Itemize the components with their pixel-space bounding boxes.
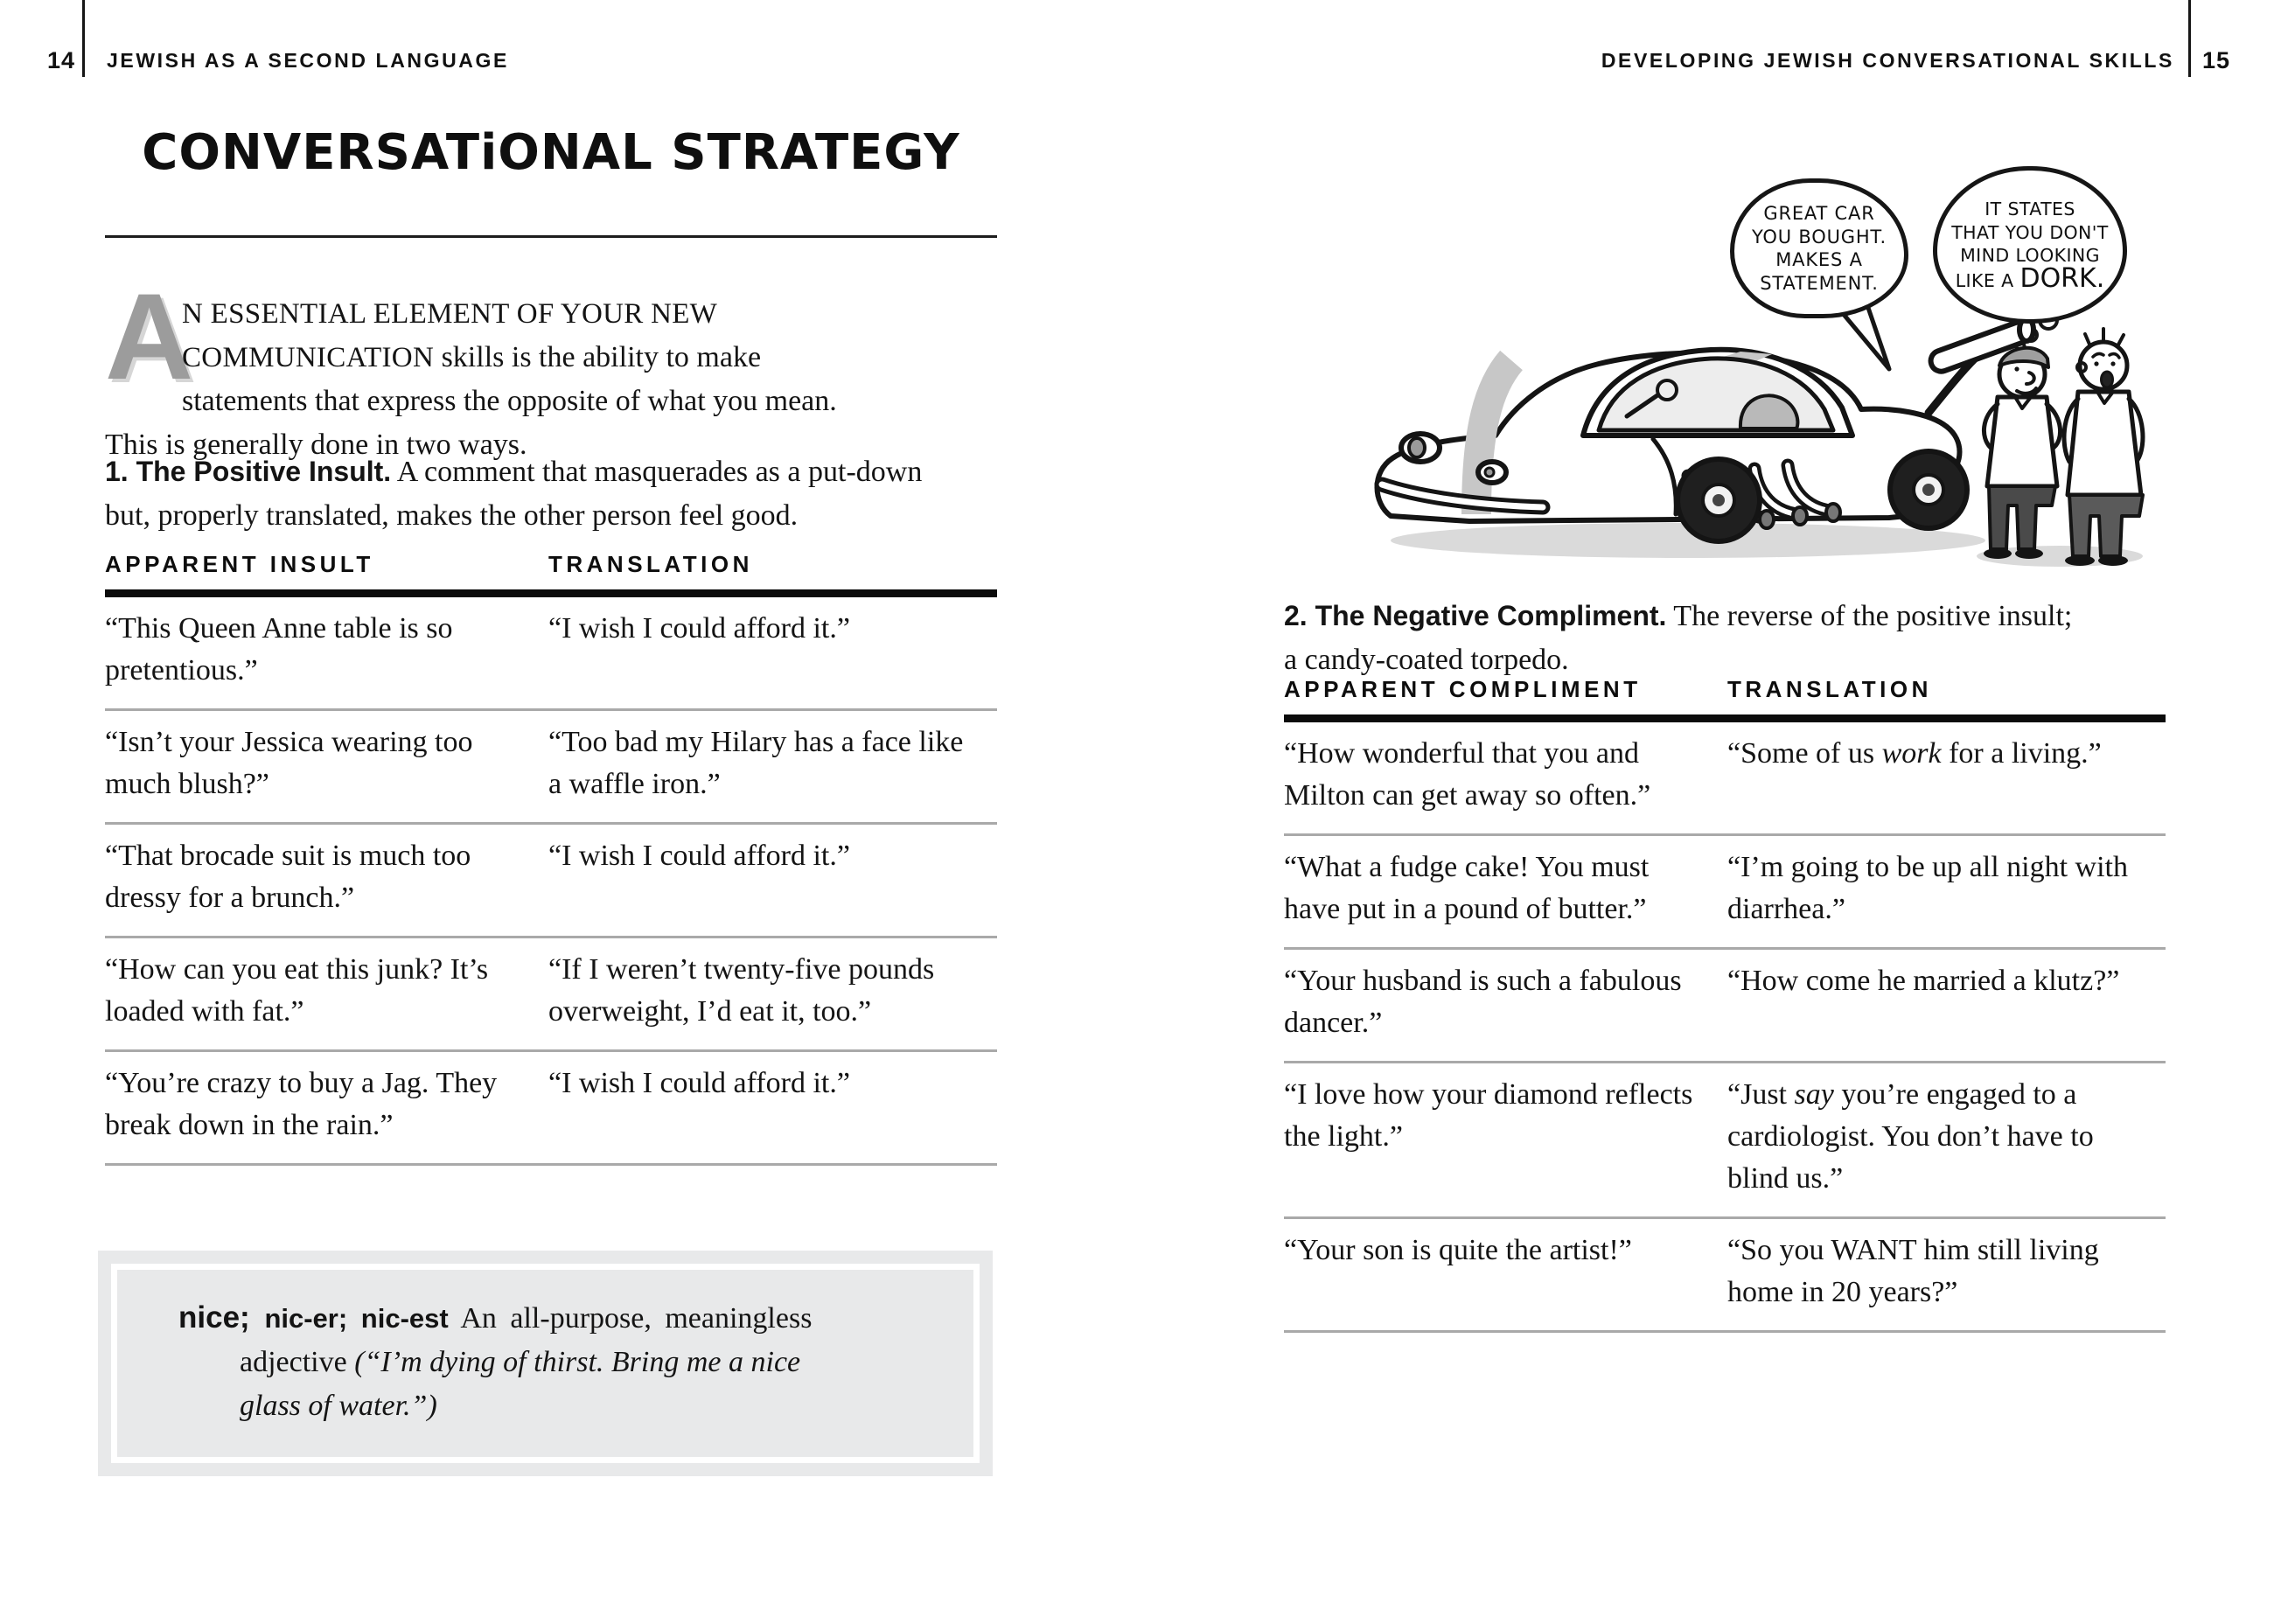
page-number-left: 14 (46, 47, 75, 73)
cell-apparent (105, 721, 548, 805)
text-part: THAT YOU DON'T (1951, 221, 2109, 243)
text-part: “So you WANT him still living home in 20 years?” (1727, 1234, 2099, 1308)
compliment-table (1284, 676, 2166, 1333)
insult-table-header (105, 551, 997, 589)
running-head-right: DEVELOPING JEWISH CONVERSATIONAL SKILLS (1601, 49, 2174, 72)
text-part: MAKES A (1775, 249, 1863, 270)
table-row (1284, 950, 2166, 1063)
point-2-label: 2. The Negative Compliment. (1284, 600, 1667, 631)
text-part: “Your son is quite the artist!” (1284, 1234, 1632, 1266)
table-header-rule (105, 589, 997, 597)
text-part: IT STATES (1985, 199, 2075, 220)
definition-box-text (98, 1296, 966, 1428)
thought-bubble (1933, 166, 2127, 324)
text-part: “How can you eat this junk? It’s loaded with fat.” (105, 953, 489, 1028)
text-part: work (1881, 737, 1942, 770)
text-part: “How wonderful that you and Milton can get away so often.” (1284, 737, 1651, 812)
text-line (1955, 262, 2105, 294)
text-part: “This Queen Anne table is so pretentious.” (105, 612, 453, 687)
text-part: you’re engaged to a cardiologist. You don’t have to blind us.” (1727, 1078, 2094, 1195)
text-part: “That brocade suit is much too dressy for a brunch.” (105, 840, 471, 914)
text-part: DORK. (2019, 262, 2105, 294)
cell-translation (548, 949, 997, 1033)
text-part: LIKE A (1955, 269, 2020, 291)
insult-table-body (105, 597, 997, 1166)
cell-translation (1727, 1074, 2166, 1200)
text-line (1752, 226, 1887, 249)
column-header-translation: TRANSLATION (548, 551, 753, 577)
table-row (1284, 722, 2166, 836)
table-row (105, 711, 997, 825)
cartoon-illustration (1364, 105, 2169, 570)
sports-car (1378, 318, 2034, 541)
page-title: CONVERSATiONAL STRATEGY (142, 123, 960, 181)
text-line (1775, 248, 1863, 272)
running-head-left: JEWISH AS A SECOND LANGUAGE (107, 49, 509, 72)
text-part: “Too bad my Hilary has a face like a waffle iron.” (548, 726, 964, 800)
cell-translation (548, 608, 997, 692)
text-part: “You’re crazy to buy a Jag. They break down in the rain.” (105, 1067, 498, 1141)
text-part: adjective (240, 1346, 355, 1378)
text-part: “I wish I could afford it.” (548, 840, 850, 872)
page-number-right: 15 (2202, 47, 2231, 73)
column-header-translation: TRANSLATION (1727, 676, 1932, 702)
text-part: nice; (178, 1300, 250, 1335)
definition-box (98, 1251, 993, 1476)
table-row (1284, 836, 2166, 950)
cell-translation (1727, 960, 2166, 1044)
text-part: STATEMENT. (1760, 272, 1879, 294)
text-part: say (1794, 1078, 1834, 1111)
text-part: “Just (1727, 1078, 1795, 1111)
cell-apparent (105, 835, 548, 919)
text-line (1763, 202, 1874, 226)
cell-apparent (1284, 1230, 1727, 1314)
intro-lead-caps: N ESSENTIAL ELEMENT OF YOUR NEW COMMUNICATION (182, 298, 717, 373)
point-2-text: The reverse of the positive insult; a candy-coated torpedo. (1284, 600, 2073, 676)
text-part: “I’m going to be up all night with diarrhea.” (1727, 851, 2128, 925)
point-1-text: A comment that masquerades as a put-down but, properly translated, makes the other person feel good. (105, 456, 923, 532)
text-part: glass of water.”) (240, 1390, 437, 1422)
text-part: nic-er; nic-est (264, 1303, 449, 1334)
text-line (240, 1384, 966, 1428)
column-header-apparent-insult: APPARENT INSULT (105, 551, 374, 577)
text-part: “I wish I could afford it.” (548, 612, 850, 645)
text-part: “Isn’t your Jessica wearing too much blush?” (105, 726, 473, 800)
text-line (1951, 221, 2108, 245)
compliment-table-body (1284, 722, 2166, 1333)
table-row (1284, 1219, 2166, 1333)
text-part: “I wish I could afford it.” (548, 1067, 850, 1099)
table-row (105, 1052, 997, 1166)
text-part: “Your husband is such a fabulous dancer.” (1284, 965, 1682, 1039)
cell-apparent (105, 1063, 548, 1147)
table-row (105, 597, 997, 711)
cell-apparent (1284, 847, 1727, 930)
header-rule-left (82, 0, 85, 77)
cell-translation (548, 721, 997, 805)
cell-translation (1727, 1230, 2166, 1314)
text-part: YOU BOUGHT. (1751, 226, 1887, 247)
cell-apparent (105, 608, 548, 692)
cell-apparent (105, 949, 548, 1033)
text-part: “If I weren’t twenty-five pounds overweight, I’d eat it, too.” (548, 953, 935, 1028)
text-line (1760, 272, 1878, 296)
text-line (178, 1296, 966, 1341)
cell-translation (1727, 733, 2166, 817)
man-with-cap (1984, 348, 2061, 559)
text-part: GREAT CAR (1763, 203, 1875, 224)
point-2-paragraph (1284, 594, 2075, 682)
text-part: “I love how your diamond reflects the light.” (1284, 1078, 1693, 1153)
cell-translation (548, 1063, 997, 1147)
title-underline-rule (105, 235, 997, 238)
column-header-apparent-compliment: APPARENT COMPLIMENT (1284, 676, 1642, 702)
intro-paragraph (105, 268, 889, 467)
table-header-rule (1284, 714, 2166, 722)
shocked-man (2064, 329, 2143, 566)
cell-apparent (1284, 1074, 1727, 1200)
compliment-table-header (1284, 676, 2166, 714)
cell-apparent (1284, 733, 1727, 817)
point-1-label: 1. The Positive Insult. (105, 456, 392, 487)
text-part: for a living.” (1941, 737, 2102, 770)
intro-text: skills is the ability to make statements that express the opposite of what you mean. This is generally done in two ways. (105, 341, 837, 461)
text-part: “How come he married a klutz?” (1727, 965, 2120, 997)
cell-translation (1727, 847, 2166, 930)
cell-translation (548, 835, 997, 919)
table-row (1284, 1063, 2166, 1219)
text-part: “What a fudge cake! You must have put in a pound of butter.” (1284, 851, 1650, 925)
insult-table (105, 551, 997, 1166)
text-part: MIND LOOKING (1960, 245, 2100, 266)
table-row (105, 825, 997, 938)
text-part: “Some of us (1727, 737, 1882, 770)
text-part (250, 1300, 265, 1335)
text-part: An all-purpose, meaningless (448, 1302, 813, 1335)
drop-cap: A (105, 268, 194, 405)
text-part: (“I’m dying of thirst. Bring me a nice (354, 1346, 801, 1378)
text-line (240, 1341, 966, 1384)
cell-apparent (1284, 960, 1727, 1044)
table-row (105, 938, 997, 1052)
point-1-paragraph (105, 450, 936, 538)
text-line (1985, 198, 2075, 221)
header-rule-right (2188, 0, 2191, 77)
